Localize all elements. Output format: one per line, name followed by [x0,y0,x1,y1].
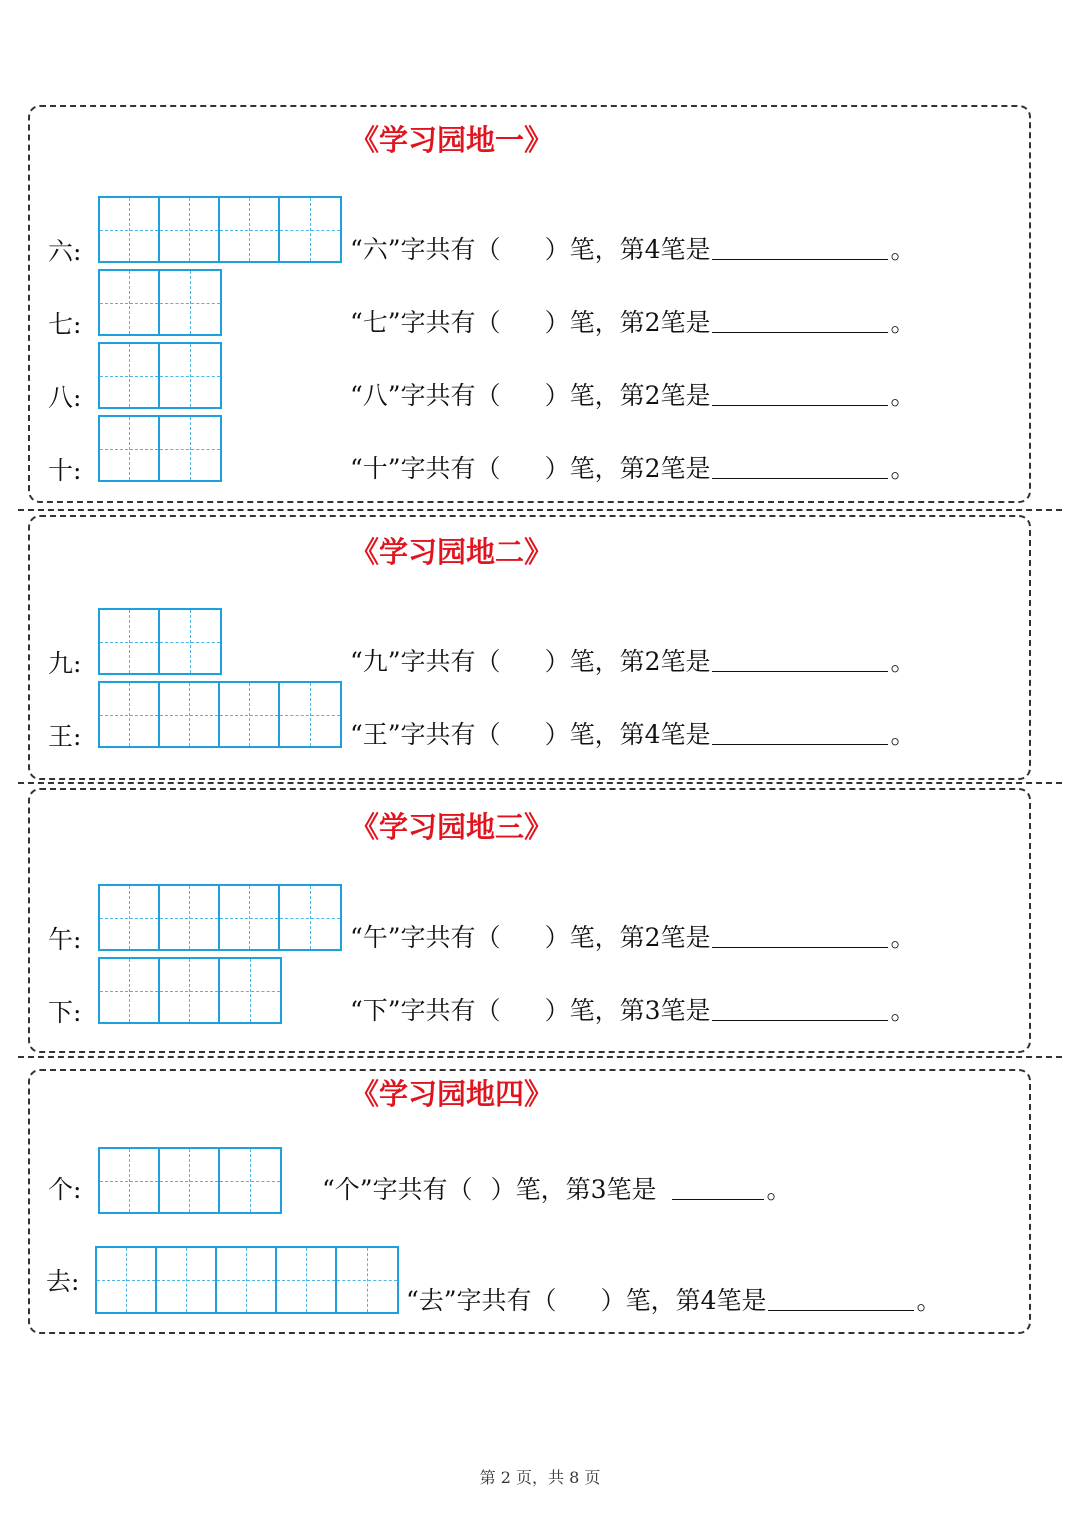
page-footer: 第 2 页，共 8 页 [479,1468,601,1487]
question-prefix: “个”字共有（ [322,1175,473,1204]
question-end: 。 [916,1286,942,1315]
writing-grid[interactable] [98,415,222,482]
answer-blank[interactable] [712,258,888,260]
question-prefix: “下”字共有（ [350,996,501,1025]
stroke-question [350,230,916,266]
question-end: 。 [766,1175,792,1204]
answer-blank[interactable] [712,1019,888,1021]
question-mid: ）笔，第3笔是 [544,996,711,1025]
answer-blank[interactable] [768,1309,914,1311]
writing-grid[interactable] [98,1147,282,1214]
answer-blank[interactable] [712,670,888,672]
section-title: 《学习园地一》 [350,123,554,157]
char-label: 午: [48,925,82,954]
question-end: 。 [890,996,916,1025]
stroke-question [322,1170,792,1206]
answer-blank[interactable] [712,743,888,745]
question-prefix: “王”字共有（ [350,720,501,749]
char-label: 六: [48,237,82,266]
question-mid: ）笔，第4笔是 [544,720,711,749]
writing-grid[interactable] [98,884,342,951]
question-mid: ）笔，第4笔是 [600,1286,767,1315]
question-prefix: “去”字共有（ [406,1286,557,1315]
section-separator [18,1056,1062,1058]
writing-grid[interactable] [98,342,222,409]
question-mid: ）笔，第2笔是 [544,647,711,676]
stroke-question [350,715,916,751]
writing-grid[interactable] [98,269,222,336]
question-prefix: “午”字共有（ [350,923,501,952]
char-label: 下: [48,998,82,1027]
question-end: 。 [890,923,916,952]
char-label: 七: [48,310,82,339]
char-label: 八: [48,383,82,412]
question-mid: ）笔，第2笔是 [544,923,711,952]
question-prefix: “九”字共有（ [350,647,501,676]
char-label: 个: [48,1175,82,1204]
char-label: 王: [48,722,82,751]
question-mid: ）笔，第2笔是 [544,454,711,483]
stroke-question [350,918,916,954]
char-label: 去: [46,1267,80,1296]
stroke-question [350,376,916,412]
question-end: 。 [890,381,916,410]
stroke-question [350,991,916,1027]
question-end: 。 [890,720,916,749]
question-prefix: “七”字共有（ [350,308,501,337]
question-prefix: “十”字共有（ [350,454,501,483]
question-end: 。 [890,647,916,676]
question-end: 。 [890,235,916,264]
writing-grid[interactable] [98,681,342,748]
writing-grid[interactable] [95,1246,399,1314]
question-mid: ）笔，第4笔是 [544,235,711,264]
question-mid: ）笔，第2笔是 [544,381,711,410]
question-mid: ）笔，第2笔是 [544,308,711,337]
char-label: 九: [48,649,82,678]
question-end: 。 [890,308,916,337]
answer-blank[interactable] [712,331,888,333]
stroke-question [406,1281,942,1317]
writing-grid[interactable] [98,608,222,675]
writing-grid[interactable] [98,196,342,263]
question-prefix: “八”字共有（ [350,381,501,410]
section-title: 《学习园地二》 [350,535,554,569]
question-prefix: “六”字共有（ [350,235,501,264]
stroke-question [350,303,916,339]
section-title: 《学习园地三》 [350,810,554,844]
answer-blank[interactable] [712,404,888,406]
section-separator [18,782,1062,784]
section-separator [18,509,1062,511]
section-title: 《学习园地四》 [350,1077,554,1111]
stroke-question [350,642,916,678]
answer-blank[interactable] [712,946,888,948]
writing-grid[interactable] [98,957,282,1024]
stroke-question [350,449,916,485]
char-label: 十: [48,456,82,485]
answer-blank[interactable] [672,1198,764,1200]
answer-blank[interactable] [712,477,888,479]
question-mid: ）笔，第3笔是 [490,1175,657,1204]
question-end: 。 [890,454,916,483]
